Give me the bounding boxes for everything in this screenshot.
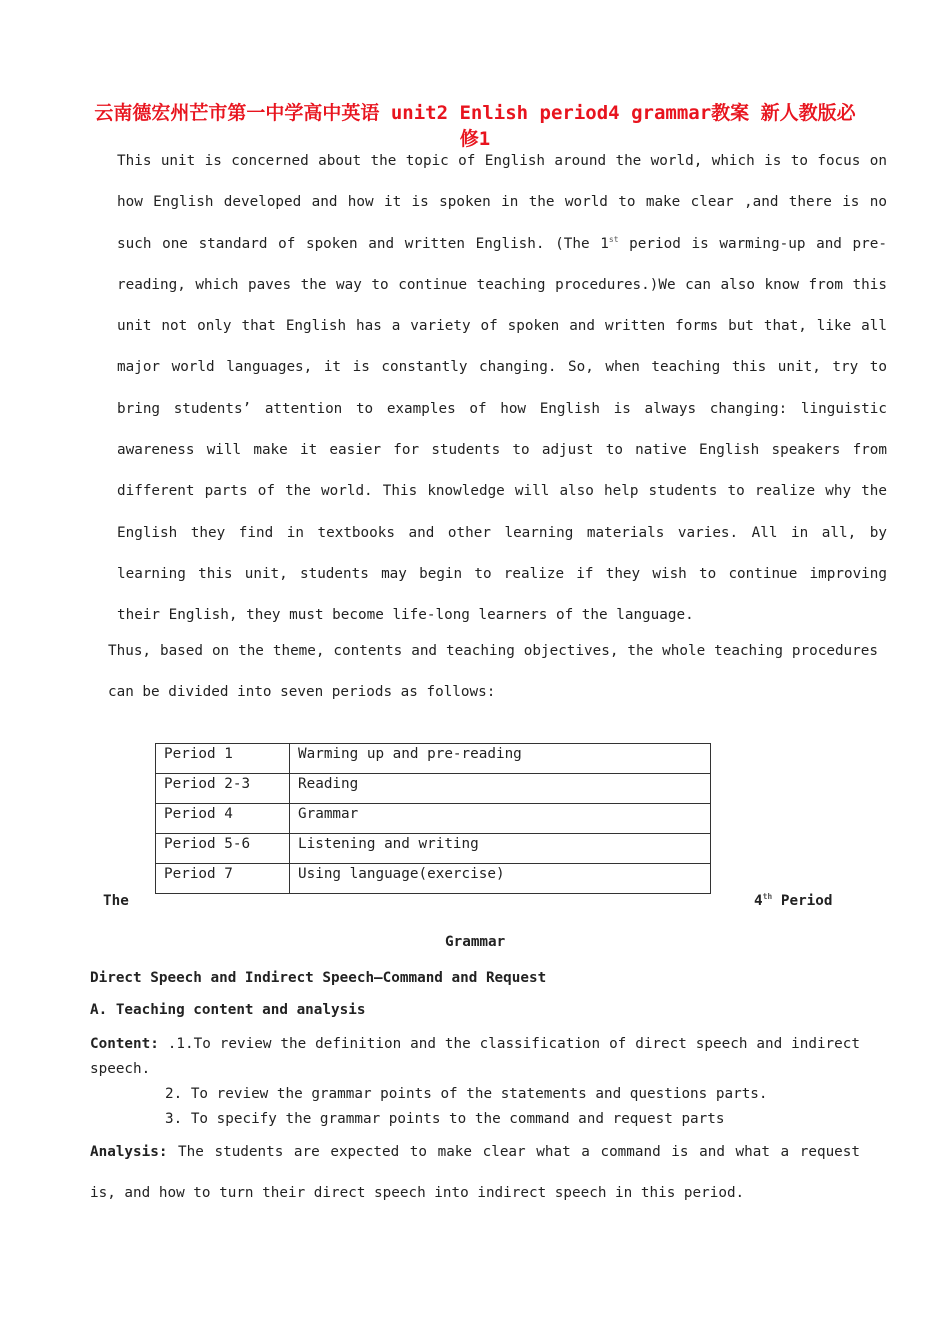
period-content-cell: Grammar <box>290 804 711 834</box>
period-row <box>156 774 711 804</box>
periods-intro-paragraph: Thus, based on the theme, contents and teaching objectives, the whole teaching procedures can be divided into seven periods as follows: <box>108 643 878 701</box>
heading-ordinal: th <box>762 892 773 902</box>
period-cell: Period 7 <box>156 864 290 894</box>
period-row <box>156 864 711 894</box>
period-row <box>156 834 711 864</box>
heading-period-word: Period <box>772 893 833 909</box>
periods-table-body <box>156 744 711 894</box>
period-row <box>156 804 711 834</box>
content-paragraph <box>90 1032 860 1082</box>
periods-table <box>155 743 711 894</box>
section-a-heading: A. Teaching content and analysis <box>90 1002 366 1018</box>
intro-paragraph <box>90 141 887 637</box>
content-item-1: .1.To review the definition and the classification of direct speech and indirect speech. <box>90 1036 860 1077</box>
period-cell: Period 5-6 <box>156 834 290 864</box>
ordinal-suffix: st <box>608 234 619 244</box>
period-cell: Period 1 <box>156 744 290 774</box>
period-content-cell: Reading <box>290 774 711 804</box>
content-item-3: 3. To specify the grammar points to the command and request parts <box>165 1111 725 1127</box>
heading-number: 4 <box>754 893 763 909</box>
analysis-label: Analysis: <box>90 1144 168 1160</box>
content-item-2: 2. To review the grammar points of the statements and questions parts. <box>165 1086 768 1102</box>
period-cell: Period 2-3 <box>156 774 290 804</box>
period-row <box>156 744 711 774</box>
analysis-text: The students are expected to make clear what a command is and what a request is, and how to turn their direct speech into indirect speech in this period. <box>90 1144 860 1202</box>
period-content-cell: Using language(exercise) <box>290 864 711 894</box>
intro-text-part1: This unit is concerned about the topic of English around the world, which is to focus on how English developed and how it is spoken in the world to make clear ,and there is no such one standard of spoken and written English. (The 1 <box>117 153 887 252</box>
intro-text-part2: period is warming-up and pre-reading, which paves the way to continue teaching procedures.)We can also know from this unit not only that English has a variety of spoken and written forms but that, like all major world languages, it is constantly changing. So, when teaching this unit, try to bring students’ attention to examples of how English is always changing: linguistic awareness will make it easier for students to adjust to native English speakers from different parts of the world. This knowledge will also help students to realize why the English they find in textbooks and other learning materials varies. All in all, by learning this unit, students may begin to realize if they wish to continue improving their English, they must become life-long learners of the language. <box>117 235 887 624</box>
period-cell: Period 4 <box>156 804 290 834</box>
content-label: Content: <box>90 1036 159 1052</box>
period-content-cell: Warming up and pre-reading <box>290 744 711 774</box>
heading-the: The <box>103 893 129 909</box>
heading-period-number <box>754 893 833 909</box>
heading-grammar: Grammar <box>445 934 506 950</box>
analysis-paragraph <box>90 1132 860 1215</box>
lesson-subtitle: Direct Speech and Indirect Speech—Command and Request <box>90 970 547 986</box>
document-title: 云南德宏州芒市第一中学高中英语 unit2 Enlish period4 grammar教案 新人教版必修1 <box>94 102 856 150</box>
period-content-cell: Listening and writing <box>290 834 711 864</box>
